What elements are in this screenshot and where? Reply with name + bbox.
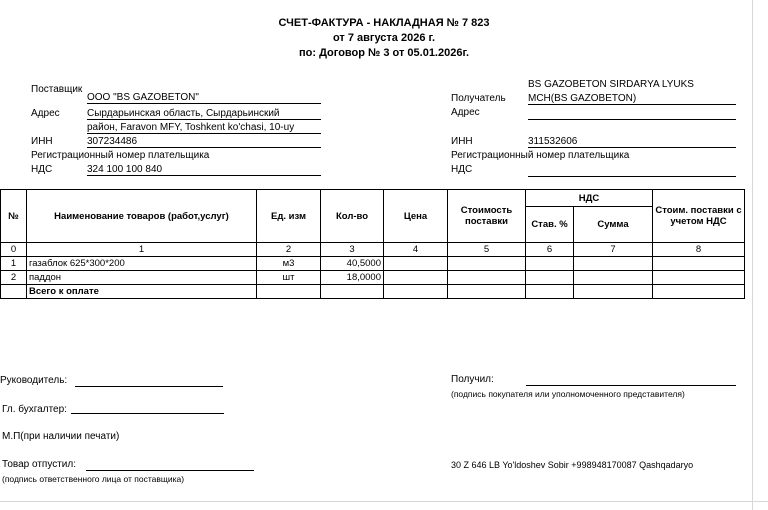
supplier-nds-label: НДС bbox=[31, 164, 53, 175]
received-label: Получил: bbox=[451, 374, 494, 385]
director-label: Руководитель: bbox=[0, 375, 68, 386]
colnum-4: 4 bbox=[384, 243, 448, 257]
row-vat-rate bbox=[526, 257, 574, 271]
released-signature-line bbox=[86, 459, 254, 471]
colnum-7: 7 bbox=[574, 243, 653, 257]
row-total bbox=[653, 271, 745, 285]
row-name: газаблок 625*300*200 bbox=[27, 257, 257, 271]
document-date: от 7 августа 2026 г. bbox=[332, 32, 436, 44]
total-qty bbox=[321, 285, 384, 299]
total-sum bbox=[653, 285, 745, 299]
colnum-2: 2 bbox=[257, 243, 321, 257]
row-unit: шт bbox=[257, 271, 321, 285]
row-vat-sum bbox=[574, 257, 653, 271]
header-qty: Кол-во bbox=[321, 190, 384, 243]
colnum-6: 6 bbox=[526, 243, 574, 257]
table-row bbox=[1, 271, 745, 285]
row-cost bbox=[448, 271, 526, 285]
supplier-address-line1: Сырдарьинская область, Сырдарьинский bbox=[87, 108, 321, 120]
buyer-nds-label: НДС bbox=[451, 164, 473, 175]
header-vat-sum: Сумма bbox=[574, 207, 653, 243]
row-price bbox=[384, 257, 448, 271]
total-cost bbox=[448, 285, 526, 299]
accountant-label: Гл. бухгалтер: bbox=[2, 404, 67, 415]
document-title: СЧЕТ-ФАКТУРА - НАКЛАДНАЯ № 7 823 bbox=[278, 17, 490, 29]
supplier-inn: 307234486 bbox=[87, 136, 321, 148]
table-row bbox=[1, 257, 745, 271]
row-num: 1 bbox=[1, 257, 27, 271]
header-vat: НДС bbox=[526, 190, 653, 207]
header-num: № bbox=[1, 190, 27, 243]
buyer-name-line1: BS GAZOBETON SIRDARYA LYUKS bbox=[528, 79, 694, 90]
total-unit bbox=[257, 285, 321, 299]
supplier-address-label: Адрес bbox=[31, 108, 60, 119]
received-note: (подпись покупателя или уполномоченного представителя) bbox=[451, 389, 685, 399]
supplier-label: Поставщик bbox=[31, 84, 83, 95]
stamp-label: М.П(при наличии печати) bbox=[2, 431, 120, 442]
colnum-1: 1 bbox=[27, 243, 257, 257]
released-label: Товар отпустил: bbox=[2, 459, 76, 470]
invoice-table bbox=[0, 189, 745, 299]
colnum-5: 5 bbox=[448, 243, 526, 257]
row-name: паддон bbox=[27, 271, 257, 285]
total-empty bbox=[1, 285, 27, 299]
driver-info: 30 Z 646 LB Yo'ldoshev Sobir +998948170087 Qashqadaryo bbox=[451, 460, 694, 470]
accountant-signature-line bbox=[71, 402, 224, 414]
total-price bbox=[384, 285, 448, 299]
buyer-inn: 311532606 bbox=[528, 136, 736, 148]
header-name: Наименование товаров (работ,услуг) bbox=[27, 190, 257, 243]
header-cost: Стоимость поставки bbox=[448, 190, 526, 243]
director-signature-line bbox=[75, 375, 223, 387]
supplier-nds: 324 100 100 840 bbox=[87, 164, 321, 176]
row-vat-rate bbox=[526, 271, 574, 285]
buyer-name-line2: MCH(BS GAZOBETON) bbox=[528, 93, 736, 105]
header-unit: Ед. изм bbox=[257, 190, 321, 243]
header-total: Стоим. поставки с учетом НДС bbox=[653, 190, 745, 243]
document-contract: по: Договор № 3 от 05.01.2026г. bbox=[298, 47, 469, 59]
buyer-address-label: Адрес bbox=[451, 107, 480, 118]
buyer-reg-label: Регистрационный номер плательщика bbox=[451, 150, 630, 161]
row-qty: 40,5000 bbox=[321, 257, 384, 271]
row-total bbox=[653, 257, 745, 271]
total-vat-rate bbox=[526, 285, 574, 299]
header-vat-rate: Став. % bbox=[526, 207, 574, 243]
supplier-name: ООО "BS GAZOBETON" bbox=[87, 92, 321, 104]
colnum-0: 0 bbox=[1, 243, 27, 257]
total-label: Всего к оплате bbox=[27, 285, 257, 299]
row-qty: 18,0000 bbox=[321, 271, 384, 285]
buyer-address-line bbox=[528, 107, 736, 120]
row-vat-sum bbox=[574, 271, 653, 285]
released-note: (подпись ответственного лица от поставщика) bbox=[2, 474, 185, 484]
colnum-8: 8 bbox=[653, 243, 745, 257]
row-num: 2 bbox=[1, 271, 27, 285]
supplier-address-line2: район, Faravon MFY, Toshkent ko'chasi, 10-uy bbox=[87, 122, 321, 134]
buyer-nds-line bbox=[528, 164, 736, 177]
supplier-inn-label: ИНН bbox=[31, 136, 53, 147]
total-vat-sum bbox=[574, 285, 653, 299]
row-unit: м3 bbox=[257, 257, 321, 271]
header-price: Цена bbox=[384, 190, 448, 243]
received-signature-line bbox=[526, 374, 736, 386]
supplier-reg-label: Регистрационный номер плательщика bbox=[31, 150, 210, 161]
row-cost bbox=[448, 257, 526, 271]
buyer-label: Получатель bbox=[451, 93, 506, 104]
colnum-3: 3 bbox=[321, 243, 384, 257]
total-row bbox=[1, 285, 745, 299]
row-price bbox=[384, 271, 448, 285]
buyer-inn-label: ИНН bbox=[451, 136, 473, 147]
